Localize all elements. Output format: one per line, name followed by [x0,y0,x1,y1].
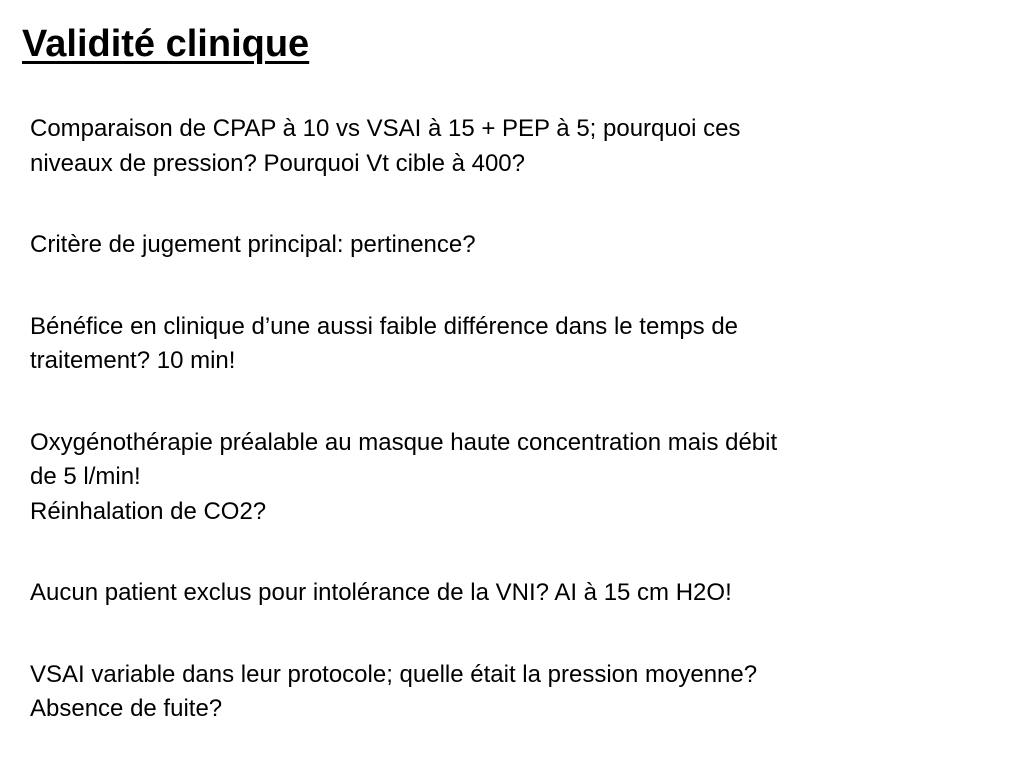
paragraph-patient-exclusion: Aucun patient exclus pour intolérance de la VNI? AI à 15 cm H2O! [30,579,732,606]
slide-title: Validité clinique [22,23,310,65]
paragraph-vsai-protocol: VSAI variable dans leur protocole; quelle était la pression moyenne? Absence de fuite? [30,660,758,722]
paragraph-oxygen-therapy: Oxygénothérapie préalable au masque haute concentration mais débit de 5 l/min! Réinhalation de CO2? [30,428,778,525]
slide-content [30,112,950,727]
paragraph-cpap-comparison: Comparaison de CPAP à 10 vs VSAI à 15 + PEP à 5; pourquoi ces niveaux de pression? Pourquoi Vt cible à 400? [30,115,741,177]
paragraph-clinical-benefit: Bénéfice en clinique d’une aussi faible différence dans le temps de traitement? 10 min! [30,312,739,374]
paragraph-primary-endpoint: Critère de jugement principal: pertinence? [30,231,476,258]
